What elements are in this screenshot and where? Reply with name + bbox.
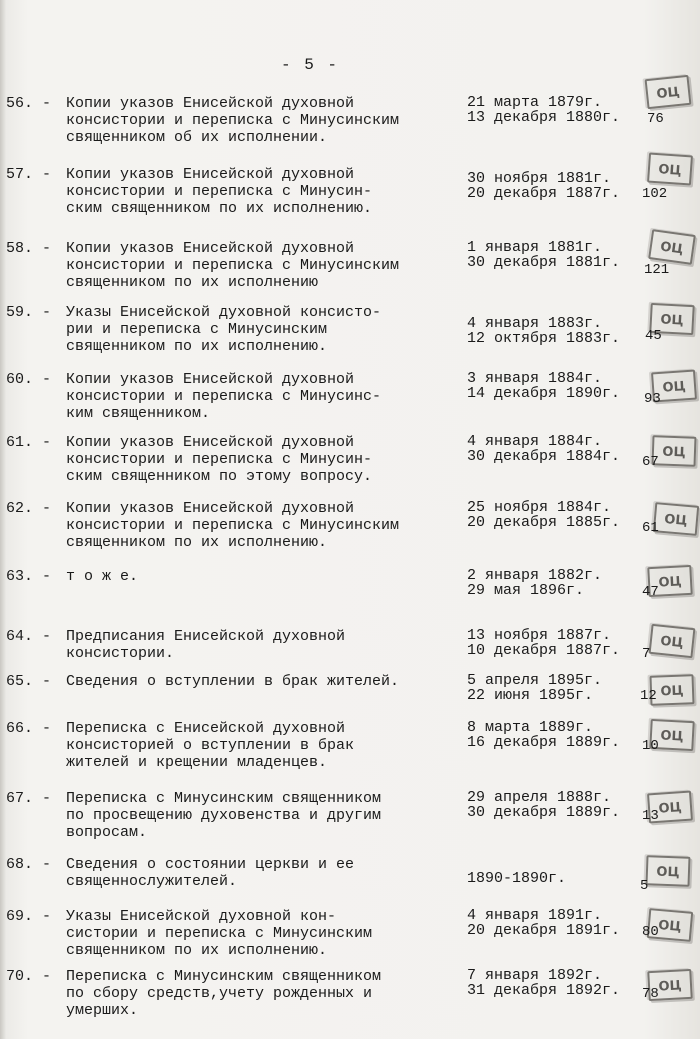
description-line: Копии указов Енисейской духовной [66, 240, 355, 257]
description-line: Указы Енисейской духовной консисто- [66, 304, 382, 321]
date-start: 25 ноября 1884г. [467, 499, 612, 516]
sheet-count: 45 [645, 328, 662, 344]
entry-number: 62. - [6, 500, 52, 517]
description-line: рии и переписка с Минусинским [66, 321, 328, 338]
description-line: священником об их исполнении. [66, 129, 328, 146]
date-end: 30 декабря 1881г. [467, 254, 621, 271]
date-end: 31 декабря 1892г. [467, 982, 621, 999]
sheet-count: 76 [647, 111, 664, 127]
description-line: ским священником по этому вопросу. [66, 468, 373, 485]
sheet-count: 93 [644, 391, 661, 407]
entry-description [66, 790, 466, 841]
date-start [467, 856, 647, 871]
archive-stamp: ОЦ [649, 624, 696, 658]
sheet-count: 61 [642, 520, 659, 536]
date-end: 20 декабря 1885г. [467, 514, 621, 531]
archive-stamp: ОЦ [645, 75, 692, 109]
description-line: консистории и переписка с Минусинским [66, 517, 400, 534]
entry-description [66, 371, 466, 422]
date-end: 13 декабря 1880г. [467, 109, 621, 126]
entry-number: 64. - [6, 628, 52, 645]
sheet-count: 80 [642, 924, 659, 940]
date-start: 4 января 1883г. [467, 315, 603, 332]
entry-description [66, 568, 466, 585]
description-line: ким священником. [66, 405, 211, 422]
entry-dates [467, 240, 647, 270]
description-line: по сбору средств,учету рожденных и [66, 985, 373, 1002]
archive-stamp: ОЦ [645, 855, 690, 887]
entry-dates [467, 434, 647, 464]
description-line: Указы Енисейской духовной кон- [66, 908, 337, 925]
description-line: Переписка с Енисейской духовной [66, 720, 346, 737]
sheet-count: 13 [642, 808, 659, 824]
sheet-count: 102 [642, 186, 668, 202]
entry-dates [467, 856, 647, 886]
entry-number: 70. - [6, 968, 52, 985]
description-line: Сведения о состоянии церкви и ее [66, 856, 355, 873]
description-line: священником по их исполнению. [66, 534, 328, 551]
sheet-count: 12 [640, 688, 657, 704]
description-line: Копии указов Енисейской духовной [66, 166, 355, 183]
entry-number: 57. - [6, 166, 52, 183]
archive-stamp: ОЦ [647, 791, 693, 824]
date-start: 13 ноября 1887г. [467, 627, 612, 644]
sheet-count: 10 [642, 738, 659, 754]
description-line: консистории и переписка с Минусинским [66, 257, 400, 274]
sheet-count: 67 [642, 454, 659, 470]
archive-stamp: ОЦ [653, 502, 699, 536]
description-line: умерших. [66, 1002, 139, 1019]
entry-number: 68. - [6, 856, 52, 873]
archive-stamp: ОЦ [647, 153, 693, 186]
date-start: 30 ноября 1881г. [467, 170, 612, 187]
description-line: вопросам. [66, 824, 148, 841]
entry-dates [467, 790, 647, 820]
date-end: 14 декабря 1890г. [467, 385, 621, 402]
entry-description [66, 908, 466, 959]
entry-description [66, 968, 466, 1019]
entry-description [66, 628, 466, 662]
date-start: 2 января 1882г. [467, 567, 603, 584]
date-end: 10 декабря 1887г. [467, 642, 621, 659]
sheet-count: 78 [642, 986, 659, 1002]
entry-description [66, 304, 466, 355]
page-edge-shadow [0, 0, 6, 1039]
sheet-count: 121 [644, 262, 670, 278]
date-end: 30 декабря 1889г. [467, 804, 621, 821]
description-line: т о ж е. [66, 568, 139, 585]
description-line: консистории и переписка с Минусинс- [66, 388, 382, 405]
date-end: 22 июня 1895г. [467, 687, 594, 704]
entry-dates [467, 171, 647, 201]
archive-stamp: ОЦ [647, 969, 693, 1001]
entry-dates [467, 500, 647, 530]
entry-description [66, 95, 466, 146]
description-line: консисторией о вступлении в брак [66, 737, 355, 754]
description-line: систории и переписка с Минусинским [66, 925, 373, 942]
description-line: Предписания Енисейской духовной [66, 628, 346, 645]
entry-description [66, 240, 466, 291]
date-end: 30 декабря 1884г. [467, 448, 621, 465]
entry-number: 63. - [6, 568, 52, 585]
entry-description [66, 720, 466, 771]
archive-stamp: ОЦ [651, 435, 696, 467]
date-start: 1 января 1881г. [467, 239, 603, 256]
description-line: по просвещению духовенства и другим [66, 807, 382, 824]
description-line: Переписка с Минусинским священником [66, 790, 382, 807]
date-start: 8 марта 1889г. [467, 719, 594, 736]
entry-description [66, 434, 466, 485]
date-start: 7 января 1892г. [467, 967, 603, 984]
archive-stamp: ОЦ [649, 303, 695, 335]
description-line: консистории и переписка с Минусин- [66, 451, 373, 468]
entry-dates [467, 371, 647, 401]
description-line: священником по их исполнению. [66, 338, 328, 355]
entry-number: 66. - [6, 720, 52, 737]
entry-description [66, 500, 466, 551]
entry-number: 59. - [6, 304, 52, 321]
entry-number: 58. - [6, 240, 52, 257]
description-line: Копии указов Енисейской духовной [66, 434, 355, 451]
description-line: консистории и переписка с Минусин- [66, 183, 373, 200]
date-end: 20 декабря 1887г. [467, 185, 621, 202]
archive-stamp: ОЦ [649, 719, 695, 751]
date-start: 21 марта 1879г. [467, 94, 603, 111]
description-line: консистории и переписка с Минусинским [66, 112, 400, 129]
description-line: Копии указов Енисейской духовной [66, 95, 355, 112]
date-start: 4 января 1884г. [467, 433, 603, 450]
archive-stamp: ОЦ [648, 229, 696, 265]
description-line: консистории. [66, 645, 175, 662]
entry-number: 69. - [6, 908, 52, 925]
date-end: 20 декабря 1891г. [467, 922, 621, 939]
archive-stamp: ОЦ [647, 565, 693, 597]
entry-description [66, 166, 466, 217]
entry-dates [467, 720, 647, 750]
entry-number: 61. - [6, 434, 52, 451]
entry-dates [467, 968, 647, 998]
sheet-count: 5 [640, 878, 649, 894]
archive-stamp: ОЦ [651, 370, 697, 403]
date-end: 29 мая 1896г. [467, 582, 585, 599]
entry-dates [467, 95, 647, 125]
entry-number: 56. - [6, 95, 52, 112]
description-line: священнослужителей. [66, 873, 238, 890]
page-number: - 5 - [280, 56, 339, 74]
archive-stamp: ОЦ [647, 908, 693, 942]
date-start: 4 января 1891г. [467, 907, 603, 924]
description-line: священником по их исполнению. [66, 942, 328, 959]
entry-description [66, 856, 466, 890]
entry-number: 65. - [6, 673, 52, 690]
entry-number: 60. - [6, 371, 52, 388]
date-start: 29 апреля 1888г. [467, 789, 612, 806]
sheet-count: 47 [642, 584, 659, 600]
description-line: Копии указов Енисейской духовной [66, 371, 355, 388]
description-line: ским священником по их исполнению. [66, 200, 373, 217]
date-start: 5 апреля 1895г. [467, 672, 603, 689]
entry-description [66, 673, 466, 690]
entry-number: 67. - [6, 790, 52, 807]
entry-dates [467, 673, 647, 703]
archive-stamp: ОЦ [649, 674, 694, 706]
description-line: Копии указов Енисейской духовной [66, 500, 355, 517]
date-start: 3 января 1884г. [467, 370, 603, 387]
description-line: жителей и крещении младенцев. [66, 754, 328, 771]
entry-dates [467, 316, 647, 346]
description-line: Переписка с Минусинским священником [66, 968, 382, 985]
description-line: Сведения о вступлении в брак жителей. [66, 673, 400, 690]
date-end: 12 октября 1883г. [467, 330, 621, 347]
date-end: 1890-1890г. [467, 870, 567, 887]
sheet-count: 7 [642, 646, 651, 662]
entry-dates [467, 628, 647, 658]
date-end: 16 декабря 1889г. [467, 734, 621, 751]
entry-dates [467, 908, 647, 938]
entry-dates [467, 568, 647, 598]
description-line: священником по их исполнению [66, 274, 319, 291]
